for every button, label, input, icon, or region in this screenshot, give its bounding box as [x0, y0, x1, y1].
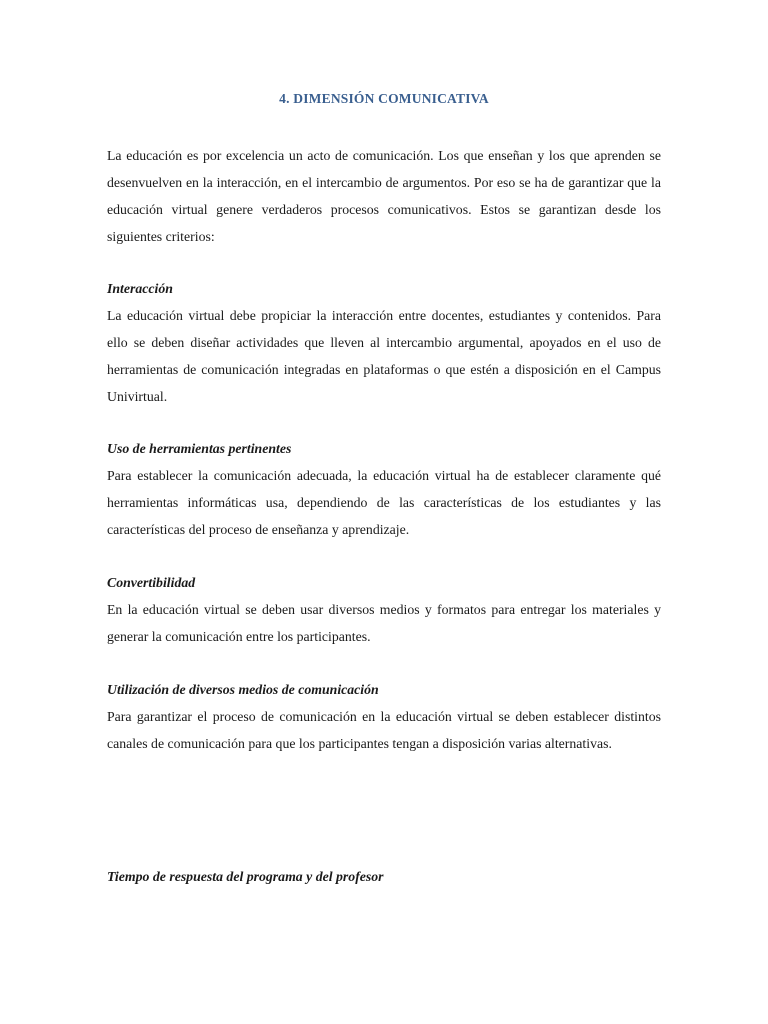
section-body-utilizacion: Para garantizar el proceso de comunicación en la educación virtual se deben establecer distintos canales de comunicación para que los participantes tengan a disposición varias alternativas.: [107, 709, 661, 751]
section-heading-herramientas: Uso de herramientas pertinentes: [107, 441, 292, 456]
section-heading-interaccion: Interacción: [107, 281, 173, 296]
section-heading-tiempo-respuesta: Tiempo de respuesta del programa y del profesor: [107, 869, 384, 884]
document-title: 4. DIMENSIÓN COMUNICATIVA: [279, 91, 489, 106]
section-heading-convertibilidad: Convertibilidad: [107, 575, 196, 590]
intro-paragraph: La educación es por excelencia un acto de comunicación. Los que enseñan y los que aprenden se desenvuelven en la interacción, en el intercambio de argumentos. Por eso se ha de garantizar que la educación virtual genere verdaderos procesos comunicativos. Estos se garantizan desde los siguientes criterios:: [107, 148, 661, 244]
section-body-convertibilidad: En la educación virtual se deben usar diversos medios y formatos para entregar los materiales y generar la comunicación entre los participantes.: [107, 602, 661, 644]
section-body-herramientas: Para establecer la comunicación adecuada, la educación virtual ha de establecer claramente qué herramientas informáticas usa, dependiendo de las características de los estudiantes y las características del proceso de enseñanza y aprendizaje.: [107, 468, 661, 537]
section-heading-utilizacion: Utilización de diversos medios de comunicación: [107, 682, 379, 697]
section-body-interaccion: La educación virtual debe propiciar la interacción entre docentes, estudiantes y contenidos. Para ello se deben diseñar actividades que lleven al intercambio argumental, apoyados en el uso de herramientas de comunicación integradas en plataformas o que estén a disposición en el Campus Univirtual.: [107, 308, 661, 404]
